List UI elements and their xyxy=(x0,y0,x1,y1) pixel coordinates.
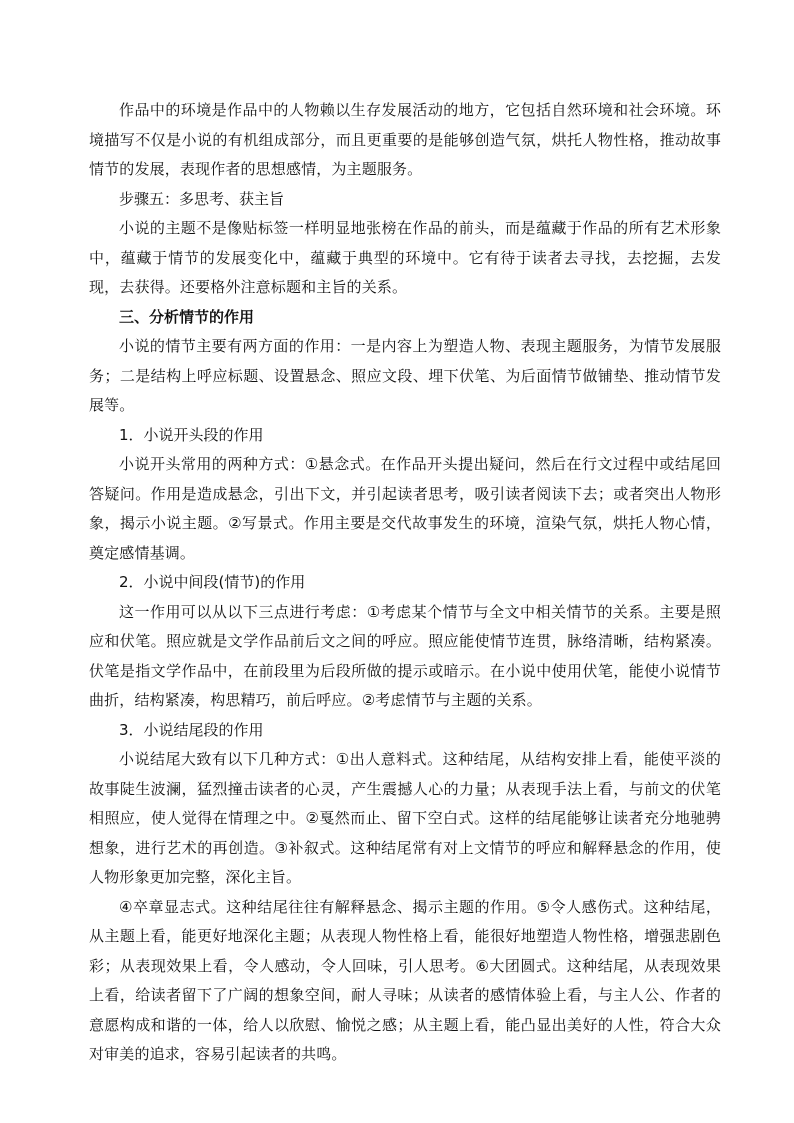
paragraph-middle: 这一作用可以从以下三点进行考虑：①考虑某个情节与全文中相关情节的关系。主要是照应和伏笔。照应就是文学作品前后文之间的呼应。照应能使情节连贯，脉络清晰，结构紧凑。伏笔是指文学作品中，在前段里为后段所做的提示或暗示。在小说中使用伏笔，能使小说情节曲折，结构紧凑，构思精巧，前后呼应。②考虑情节与主题的关系。 xyxy=(89,602,721,709)
document-body xyxy=(89,96,721,1070)
paragraph-ending-2: ④卒章显志式。这种结尾往往有解释悬念、揭示主题的作用。⑤令人感伤式。这种结尾，从主题上看，能更好地深化主题；从表现人物性格上看，能很好地塑造人物性格，增强悲剧色彩；从表现效果上看，令人感动，令人回味，引人思考。⑥大团圆式。这种结尾，从表现效果上看，给读者留下了广阔的想象空间，耐人寻味；从读者的感情体验上看，与主人公、作者的意愿构成和谐的一体，给人以欣慰、愉悦之感；从主题上看，能凸显出美好的人性，符合大众对审美的追求，容易引起读者的共鸣。 xyxy=(89,897,721,1063)
paragraph-plot-function: 小说的情节主要有两方面的作用：一是内容上为塑造人物、表现主题服务，为情节发展服务；二是结构上呼应标题、设置悬念、照应文段、埋下伏笔、为后面情节做铺垫、推动情节发展等。 xyxy=(89,337,721,414)
subheading-middle: 2．小说中间段(情节)的作用 xyxy=(119,573,306,591)
paragraph-ending-1: 小说结尾大致有以下几种方式：①出人意料式。这种结尾，从结构安排上看，能使平淡的故事陡生波澜，猛烈撞击读者的心灵，产生震撼人心的力量；从表现手法上看，与前文的伏笔相照应，使人觉得在情理之中。②戛然而止、留下空白式。这样的结尾能够让读者充分地驰骋想象，进行艺术的再创造。③补叙式。这种结尾常有对上文情节的呼应和解释悬念的作用，使人物形象更加完整，深化主旨。 xyxy=(89,750,721,886)
step-five-heading: 步骤五：多思考、获主旨 xyxy=(119,189,285,208)
paragraph-opening: 小说开头常用的两种方式：①悬念式。在作品开头提出疑问，然后在行文过程中或结尾回答疑问。作用是造成悬念，引出下文，并引起读者思考，吸引读者阅读下去；或者突出人物形象，揭示小说主题。②写景式。作用主要是交代故事发生的环境，渲染气氛，烘托人物心情，奠定感情基调。 xyxy=(89,455,721,562)
paragraph-theme: 小说的主题不是像贴标签一样明显地张榜在作品的前头，而是蕴藏于作品的所有艺术形象中，蕴藏于情节的发展变化中，蕴藏于典型的环境中。它有待于读者去寻找，去挖掘，去发现，去获得。还要格外注意标题和主旨的关系。 xyxy=(89,219,721,296)
paragraph-environment: 作品中的环境是作品中的人物赖以生存发展活动的地方，它包括自然环境和社会环境。环境描写不仅是小说的有机组成部分，而且更重要的是能够创造气氛，烘托人物性格，推动故事情节的发展，表现作者的思想感情，为主题服务。 xyxy=(89,101,721,178)
subheading-opening: 1．小说开头段的作用 xyxy=(119,425,264,444)
section-three-heading: 三、分析情节的作用 xyxy=(119,307,255,326)
subheading-ending: 3．小说结尾段的作用 xyxy=(119,720,264,739)
